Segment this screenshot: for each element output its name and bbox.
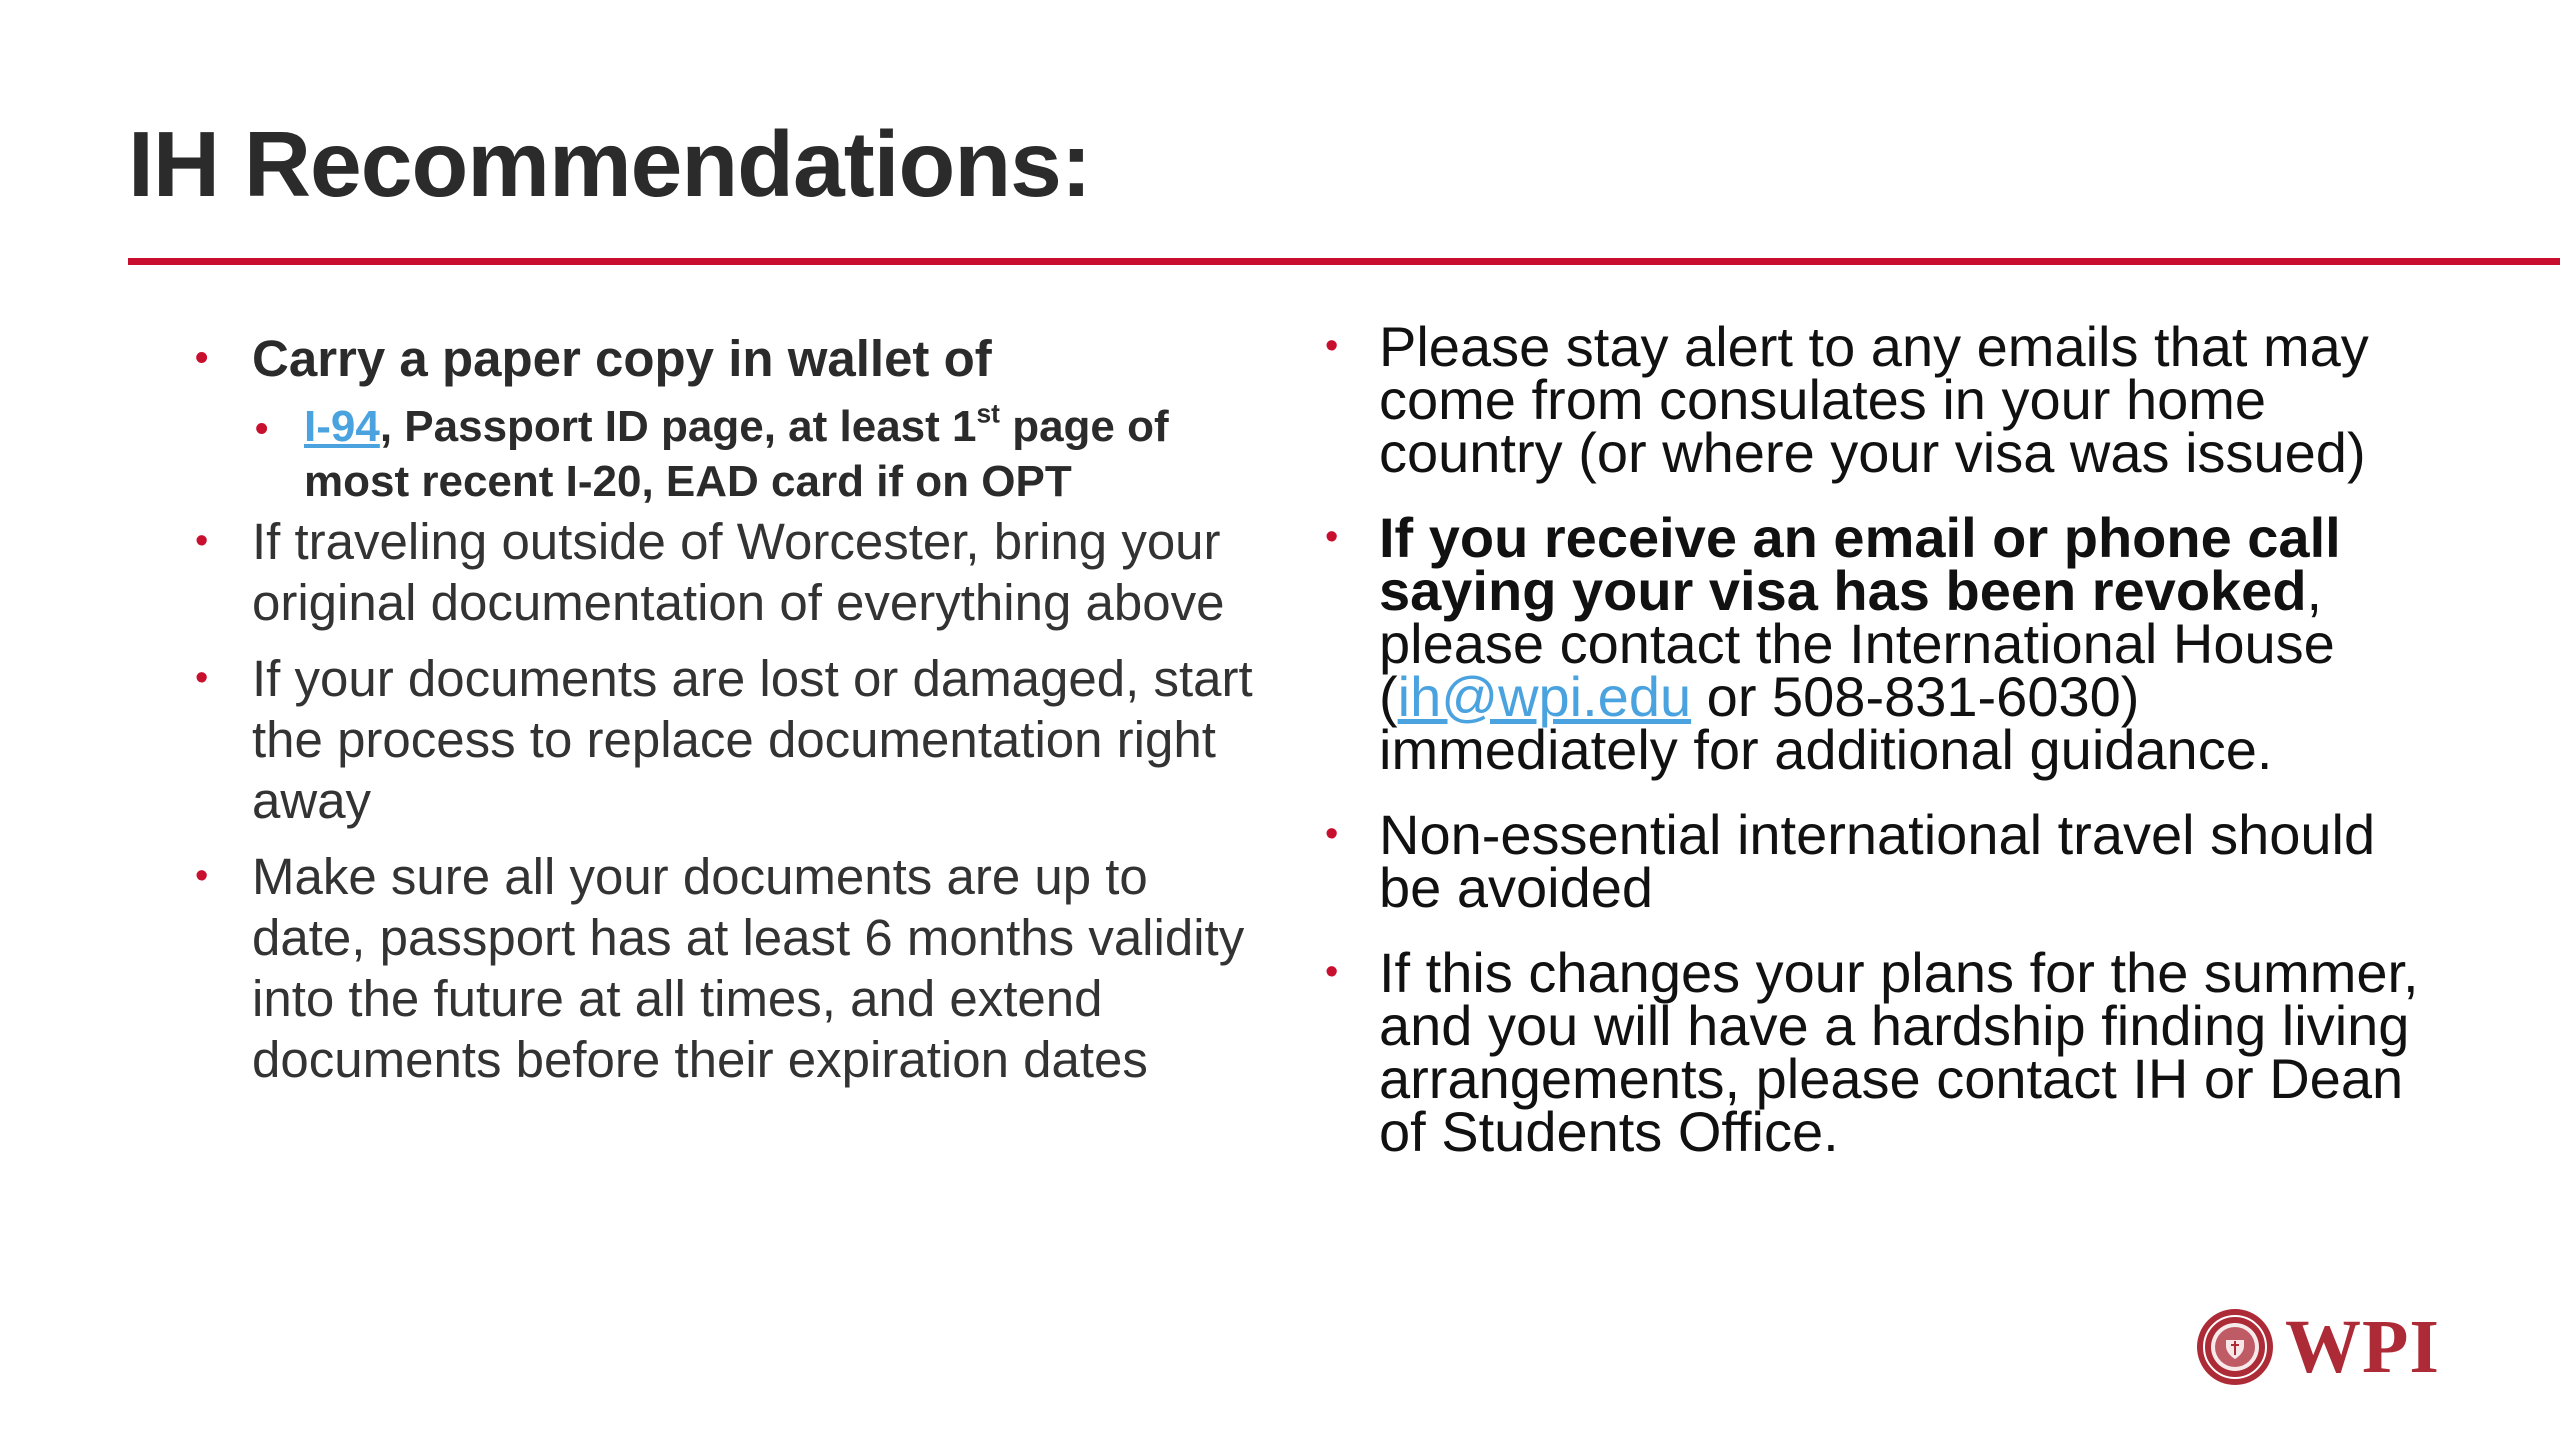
bullet-icon: • — [195, 520, 209, 562]
left-bullet-list — [195, 328, 1255, 1105]
lead-text: Carry a paper copy in wallet of — [252, 330, 992, 387]
list-item — [1325, 941, 2445, 1163]
sub-list-item — [252, 399, 1255, 509]
sub-text-2: page of most recent I-20, EAD card if on OPT — [304, 402, 1169, 506]
list-item — [195, 511, 1255, 633]
bullet-icon: • — [195, 657, 209, 699]
item-text: Make sure all your documents are up to date, passport has at least 6 months validity into the future at all times, and extend documents before their expiration dates — [252, 848, 1245, 1088]
list-item — [1325, 506, 2445, 781]
i94-link[interactable]: I-94 — [304, 402, 380, 451]
title-divider — [128, 258, 2560, 265]
item-text: If traveling outside of Worcester, bring your original documentation of everything above — [252, 513, 1225, 631]
item-text: If this changes your plans for the summer, and you will have a hardship finding living arrangements, please contact IH or Dean of Students Office. — [1379, 941, 2419, 1163]
item-text: If your documents are lost or damaged, start the process to replace documentation right away — [252, 650, 1253, 829]
bullet-icon: • — [195, 337, 209, 379]
wpi-wordmark: WPI — [2285, 1305, 2440, 1389]
list-item — [195, 846, 1255, 1090]
bullet-icon: • — [1325, 813, 1339, 855]
item-text-2: or 508-831-6030) immediately for additional guidance. — [1379, 665, 2273, 781]
list-item — [195, 328, 1255, 509]
bullet-icon: • — [195, 855, 209, 897]
list-item — [1325, 803, 2445, 919]
list-item — [195, 648, 1255, 831]
sub-bullet-list — [252, 399, 1255, 509]
item-text-1: , please contact the International House ( — [1379, 559, 2335, 728]
superscript-st: st — [976, 398, 1000, 429]
wpi-seal-icon — [2195, 1307, 2275, 1387]
bullet-icon: • — [1325, 951, 1339, 993]
wpi-logo — [2195, 1302, 2440, 1392]
bullet-icon: • — [1325, 516, 1339, 558]
item-text: Please stay alert to any emails that may come from consulates in your home country (or where your visa was issued) — [1379, 315, 2369, 484]
list-item — [1325, 315, 2445, 484]
bullet-icon: • — [1325, 325, 1339, 367]
right-bullet-list — [1325, 315, 2445, 1190]
slide-title: IH Recommendations: — [128, 112, 1091, 216]
email-link[interactable]: ih@wpi.edu — [1397, 665, 1692, 728]
bold-warning: If you receive an email or phone call saying your visa has been revoked — [1379, 506, 2341, 622]
sub-text-1: , Passport ID page, at least 1 — [379, 402, 977, 451]
bullet-icon: • — [255, 408, 269, 450]
item-text: Non-essential international travel should be avoided — [1379, 803, 2376, 919]
